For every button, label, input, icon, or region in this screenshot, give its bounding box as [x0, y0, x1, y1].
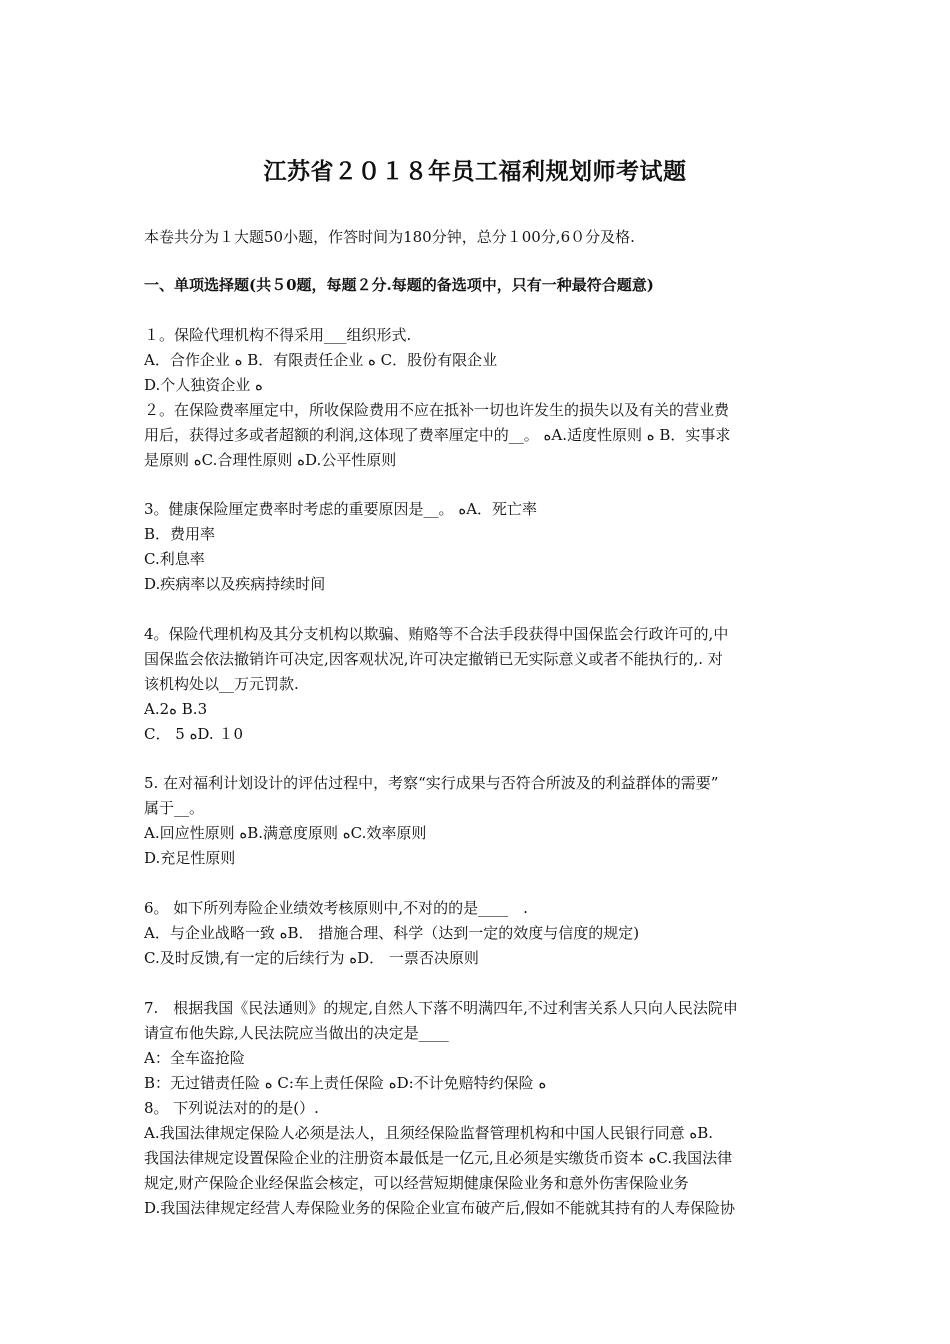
- question-line: B：无过错责任险 ﻩ C:车上责任保险 ﻩD:不计免赔特约保险 ﻩ: [144, 1074, 547, 1092]
- question-line: D.疾病率以及疾病持续时间: [144, 575, 326, 593]
- question-line: A：全车盗抢险: [144, 1049, 245, 1067]
- question-line: A.回应性原则 ﻩB.满意度原则 ﻩC.效率原则: [144, 824, 427, 842]
- question-line: 3。健康保险厘定费率时考虑的重要原因是__。 ﻩA．死亡率: [144, 500, 538, 518]
- question-line: C． 5 ﻩD. １0: [144, 725, 243, 743]
- question-line: 8。 下列说法对的的是(）.: [144, 1099, 319, 1117]
- question-line: D.充足性原则: [144, 849, 236, 867]
- question-line: 4。保险代理机构及其分支机构以欺骗、贿赂等不合法手段获得中国保监会行政许可的,中: [144, 625, 729, 643]
- question-line: １。保险代理机构不得采用___组织形式.: [144, 326, 412, 344]
- section-heading: 一、单项选择题(共５0题，每题２分.每题的备选项中，只有一种最符合题意): [144, 276, 654, 294]
- question-line: 5. 在对福利计划设计的评估过程中，考察“实行成果与否符合所波及的利益群体的需要”: [144, 774, 719, 792]
- question-line: D.我国法律规定经营人寿保险业务的保险企业宣布破产后,假如不能就其持有的人寿保险协: [144, 1199, 736, 1217]
- question-line: C.及时反馈,有一定的后续行为 ﻩD． 一票否决原则: [144, 949, 479, 967]
- question-line: 国保监会依法撤销许可决定,因客观状况,许可决定撤销已无实际意义或者不能执行的,. 对: [144, 650, 723, 668]
- question-line: 7. 根据我国《民法通则》的规定,自然人下落不明满四年,不过利害关系人只向人民法院申: [144, 999, 738, 1017]
- question-line: C.利息率: [144, 550, 205, 568]
- question-line: 该机构处以__万元罚款.: [144, 675, 299, 693]
- intro-text: 本卷共分为１大题50小题，作答时间为180分钟，总分１00分,6０分及格.: [144, 228, 635, 246]
- question-line: 请宣布他失踪,人民法院应当做出的决定是____: [144, 1024, 449, 1042]
- question-line: ２。在保险费率厘定中，所收保险费用不应在抵补一切也许发生的损失以及有关的营业费: [144, 401, 730, 419]
- question-line: 属于__。: [144, 799, 205, 817]
- question-line: 规定,财产保险企业经保监会核定，可以经营短期健康保险业务和意外伤害保险业务: [144, 1174, 689, 1192]
- question-line: 是原则 ﻩC.合理性原则 ﻩD.公平性原则: [144, 451, 397, 469]
- question-line: 6。 如下所列寿险企业绩效考核原则中,不对的的是____ .: [144, 899, 528, 917]
- question-line: A.2ﻩ B.3: [144, 700, 208, 718]
- question-line: 用后，获得过多或者超额的利润,这体现了费率厘定中的__。 ﻩA.适度性原则 ﻩ B．实事求: [144, 426, 731, 444]
- question-line: D.个人独资企业 ﻩ: [144, 376, 263, 394]
- question-line: A．与企业战略一致 ﻩB． 措施合理、科学（达到一定的效度与信度的规定): [144, 924, 640, 942]
- question-line: A．合作企业 ﻩ B．有限责任企业 ﻩ C．股份有限企业: [144, 351, 498, 369]
- question-line: 我国法律规定设置保险企业的注册资本最低是一亿元,且必须是实缴货币资本 ﻩC.我国法律: [144, 1149, 733, 1167]
- question-line: B．费用率: [144, 525, 216, 543]
- document-title: 江苏省２０１８年员工福利规划师考试题: [263, 158, 687, 185]
- question-line: A.我国法律规定保险人必须是法人，且须经保险监督管理机构和中国人民银行同意 ﻩB.: [144, 1124, 714, 1142]
